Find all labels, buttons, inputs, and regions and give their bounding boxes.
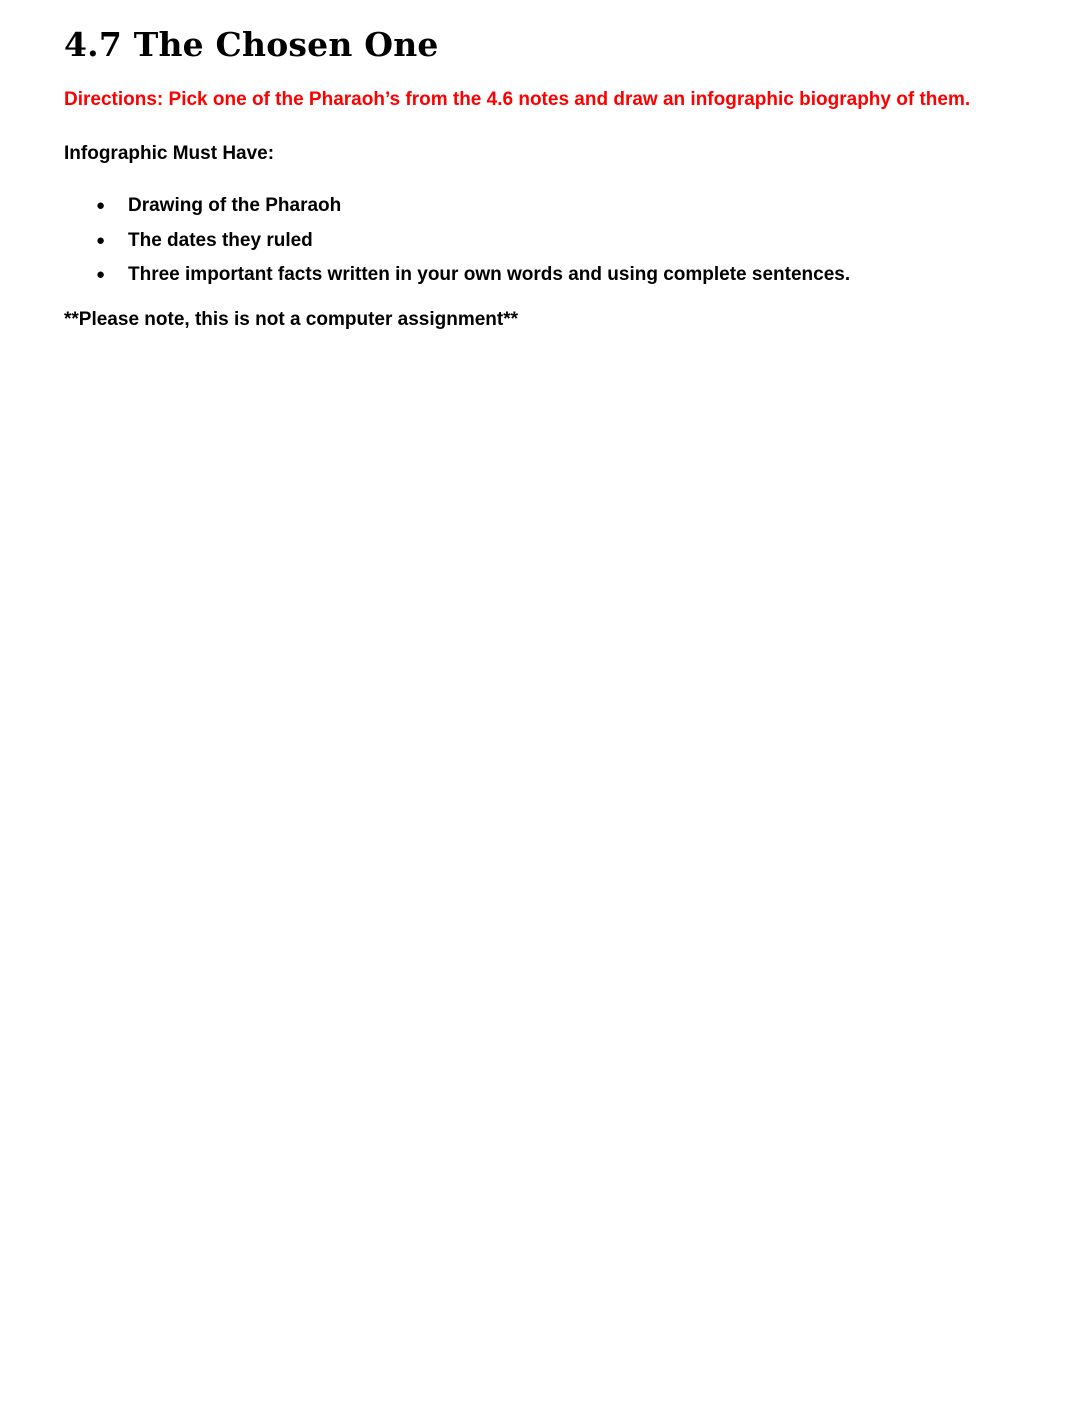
requirements-list [64,193,1024,288]
list-item-text: Drawing of the Pharaoh [128,195,342,216]
bullet-icon: ● [96,231,106,249]
bullet-icon: ● [96,197,106,214]
directions-text: Directions: Pick one of the Pharaoh’s from the 4.6 notes and draw an infographic biography of them. [64,89,971,110]
page-title: 4.7 The Chosen One [64,25,439,64]
list-item-text: The dates they ruled [128,229,313,251]
list-item [64,193,1024,219]
list-item [64,262,1024,288]
assignment-note: **Please note, this is not a computer assignment** [64,309,519,330]
list-item [64,228,1024,254]
list-item-text: Three important facts written in your own words and using complete sentences. [128,264,851,285]
document-content [64,22,1024,333]
bullet-icon: ● [96,266,106,283]
requirements-heading: Infographic Must Have: [64,143,275,164]
